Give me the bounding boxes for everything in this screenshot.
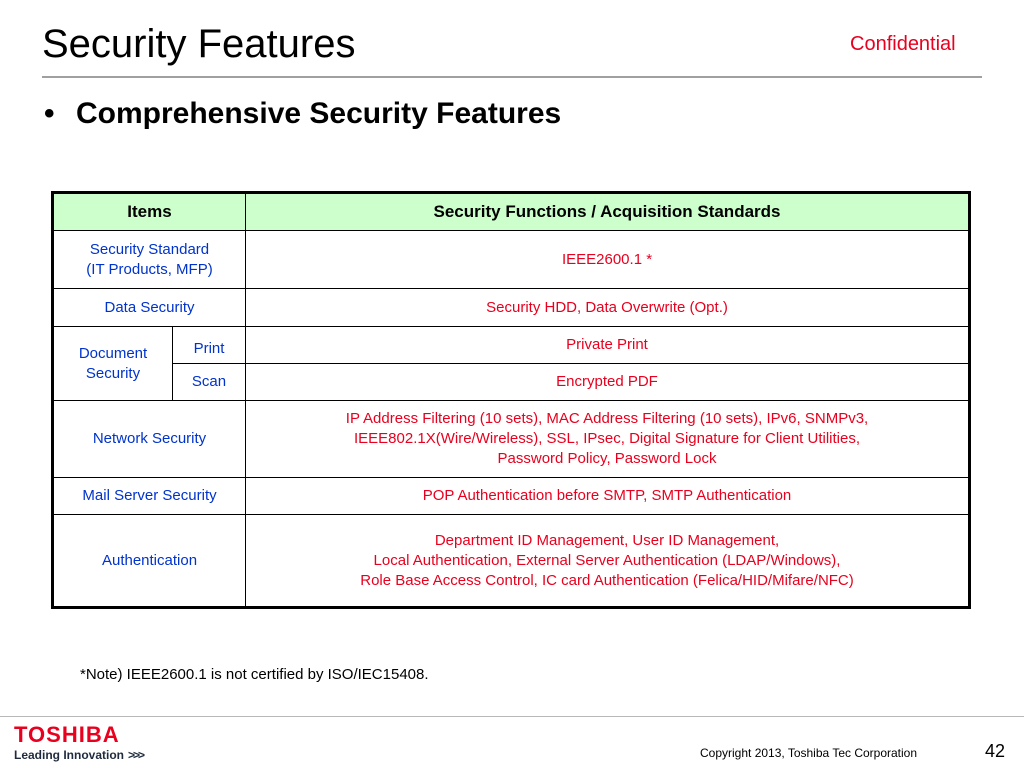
function-line: Role Base Access Control, IC card Authentication (Felica/HID/Mifare/NFC) bbox=[360, 571, 854, 589]
function-line: IEEE2600.1 * bbox=[561, 250, 653, 268]
header-functions: Security Functions / Acquisition Standards bbox=[246, 193, 970, 231]
bullet-heading bbox=[44, 97, 561, 131]
function-line: IEEE802.1X(Wire/Wireless), SSL, IPsec, Digital Signature for Client Utilities, bbox=[354, 430, 861, 447]
item-data-security bbox=[53, 289, 246, 327]
logo-wordmark: TOSHIBA bbox=[14, 722, 120, 747]
bullet-icon: • bbox=[44, 97, 55, 130]
functions-authentication bbox=[246, 515, 970, 608]
confidential-label: Confidential bbox=[850, 33, 956, 55]
item-document-security bbox=[53, 327, 173, 401]
logo-tagline-text: Leading Innovation bbox=[14, 748, 124, 762]
table-row bbox=[53, 289, 970, 327]
function-line: POP Authentication before SMTP, SMTP Authentication bbox=[422, 487, 792, 504]
subitem-scan: Scan bbox=[173, 364, 246, 401]
item-line: Security bbox=[85, 364, 141, 382]
function-line: Department ID Management, User ID Management, bbox=[434, 531, 780, 549]
copyright-text: Copyright 2013, Toshiba Tec Corporation bbox=[700, 746, 918, 760]
table-row bbox=[53, 364, 970, 401]
item-line: Network Security bbox=[92, 430, 207, 447]
table-row bbox=[53, 401, 970, 478]
functions-scan bbox=[246, 364, 970, 401]
item-security-standard bbox=[53, 231, 246, 289]
bullet-text: Comprehensive Security Features bbox=[76, 97, 562, 130]
table-row bbox=[53, 231, 970, 289]
functions-mail-server-security bbox=[246, 478, 970, 515]
footer-divider bbox=[0, 716, 1024, 717]
item-line: Document bbox=[78, 344, 148, 362]
item-line: (IT Products, MFP) bbox=[86, 260, 213, 278]
function-line: Private Print bbox=[566, 336, 648, 353]
table-row bbox=[53, 515, 970, 608]
item-line: Security Standard bbox=[89, 240, 210, 258]
table-row bbox=[53, 327, 970, 364]
functions-security-standard bbox=[246, 231, 970, 289]
page-number: 42 bbox=[985, 741, 1006, 761]
chevrons-icon: >>> bbox=[128, 748, 144, 762]
logo-tagline bbox=[14, 748, 143, 762]
item-network-security bbox=[53, 401, 246, 478]
function-line: IP Address Filtering (10 sets), MAC Address Filtering (10 sets), IPv6, SNMPv3, bbox=[345, 410, 869, 427]
item-line: Data Security bbox=[104, 298, 195, 316]
slide-title: Security Features bbox=[42, 22, 356, 66]
footnote: *Note) IEEE2600.1 is not certified by ISO/IEC15408. bbox=[80, 666, 429, 683]
functions-print bbox=[246, 327, 970, 364]
header-items: Items bbox=[53, 193, 246, 231]
item-line: Mail Server Security bbox=[82, 487, 217, 504]
subitem-print: Print bbox=[173, 327, 246, 364]
title-divider bbox=[42, 76, 982, 78]
functions-network-security bbox=[246, 401, 970, 478]
function-line: Password Policy, Password Lock bbox=[497, 450, 717, 467]
table-row bbox=[53, 478, 970, 515]
function-line: Security HDD, Data Overwrite (Opt.) bbox=[486, 298, 728, 316]
table-header-row bbox=[53, 193, 970, 231]
item-mail-server-security bbox=[53, 478, 246, 515]
functions-data-security bbox=[246, 289, 970, 327]
toshiba-logo bbox=[14, 724, 143, 762]
function-line: Encrypted PDF bbox=[556, 373, 658, 390]
function-line: Local Authentication, External Server Authentication (LDAP/Windows), bbox=[373, 551, 841, 569]
item-line: Authentication bbox=[101, 551, 198, 569]
item-authentication bbox=[53, 515, 246, 608]
security-features-table bbox=[51, 191, 971, 609]
